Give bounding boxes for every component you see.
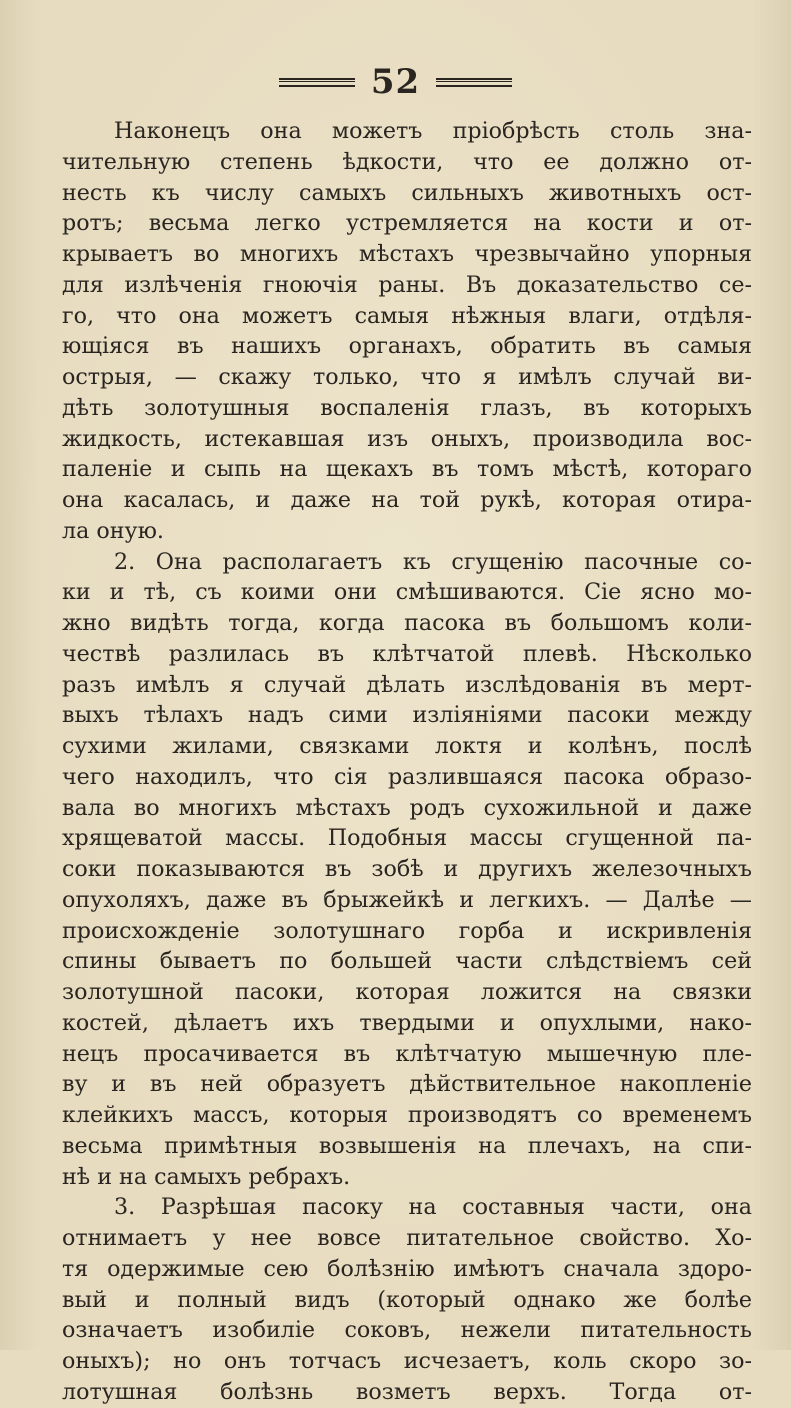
text-line: разъ имѣлъ я случай дѣлать изслѣдованія въ мерт- [62, 671, 752, 698]
text-line: вала во многихъ мѣстахъ родъ сухожильной и даже [62, 794, 752, 821]
text-line: тя одержимые сею болѣзнію имѣютъ сначала здоро- [62, 1255, 752, 1282]
text-line: клейкихъ массъ, которыя производятъ со временемъ [62, 1102, 752, 1128]
text-line: оныхъ); но онъ тотчасъ исчезаетъ, коль скоро зо- [62, 1348, 752, 1374]
text-line: крываетъ во многихъ мѣстахъ чрезвычайно упорныя [62, 241, 752, 267]
text-line: для излѣченія гноючія раны. Въ доказательство се- [62, 271, 752, 298]
text-line: сухими жилами, связками локтя и колѣнъ, послѣ [62, 733, 752, 759]
text-line: лотушная болѣзнь возметъ верхъ. Тогда от- [62, 1378, 752, 1405]
text-line: означаетъ изобиліе соковъ, нежели питательность [62, 1317, 752, 1344]
text-line: острыя, — скажу только, что я имѣлъ случай ви- [62, 364, 752, 390]
text-line: отнимаетъ у нее вовсе питательное свойство. Хо- [62, 1225, 752, 1251]
header-rule-left [279, 78, 355, 87]
text-line: го, что она можетъ самыя нѣжныя влаги, отдѣля- [62, 302, 752, 329]
text-line: ла оную. [62, 517, 164, 544]
text-line: вый и полный видъ (который однако же болѣе [62, 1286, 752, 1313]
text-line: выхъ тѣлахъ надъ сими изліяніями пасоки между [62, 702, 752, 729]
header-rule-right [436, 78, 512, 87]
text-line: ву и въ ней образуетъ дѣйствительное накопленіе [62, 1071, 752, 1098]
text-line: жидкость, истекавшая изъ оныхъ, производила вос- [62, 425, 752, 452]
text-line: происхожденіе золотушнаго горба и искривленія [62, 917, 752, 944]
body-text [62, 116, 752, 1408]
text-line: нѣ и на самыхъ ребрахъ. [62, 1163, 351, 1190]
text-line: весьма примѣтныя возвышенія на плечахъ, на спи- [62, 1132, 752, 1159]
text-line: она касалась, и даже на той рукѣ, которая отира- [62, 487, 752, 513]
text-line: жно видѣть тогда, когда пасока въ большомъ коли- [62, 610, 752, 636]
text-line: золотушной пасоки, которая ложится на связки [62, 979, 752, 1005]
page-number: 52 [370, 62, 421, 102]
text-line: опухоляхъ, даже въ брыжейкѣ и легкихъ. — Далѣе — [62, 886, 752, 913]
text-line: ющіяся въ нашихъ органахъ, обратить въ самыя [62, 333, 752, 360]
text-line: ки и тѣ, съ коими они смѣшиваются. Сіе ясно мо- [62, 579, 752, 606]
text-line: нецъ просачивается въ клѣтчатую мышечную пле- [62, 1040, 752, 1067]
text-line: ротъ; весьма легко устремляется на кости и от- [62, 210, 752, 237]
text-line: паленіе и сыпь на щекахъ въ томъ мѣстѣ, котораго [62, 456, 752, 483]
page-header [0, 62, 791, 102]
text-line: чего находилъ, что сія разлившаяся пасока образо- [62, 763, 752, 790]
text-line: костей, дѣлаетъ ихъ твердыми и опухлыми, нако- [62, 1009, 752, 1036]
text-line: спины бываетъ по большей части слѣдствіемъ сей [62, 948, 752, 975]
text-line: хрящеватой массы. Подобныя массы сгущенной па- [62, 825, 752, 852]
text-line: чительную степень ѣдкости, что ее должно от- [62, 148, 752, 175]
text-line: 3. Разрѣшая пасоку на составныя части, она [114, 1194, 752, 1221]
text-line: чествѣ разлилась въ клѣтчатой плевѣ. Нѣсколько [62, 640, 752, 667]
text-line: 2. Она располагаетъ къ сгущенію пасочные со- [114, 548, 752, 575]
text-line: несть къ числу самыхъ сильныхъ животныхъ ост- [62, 179, 752, 206]
text-line: Наконецъ она можетъ пріобрѣсть столь зна- [114, 118, 752, 144]
text-line: дѣть золотушныя воспаленія глазъ, въ которыхъ [62, 394, 752, 421]
text-line: соки показываются въ зобѣ и другихъ железочныхъ [62, 856, 752, 882]
